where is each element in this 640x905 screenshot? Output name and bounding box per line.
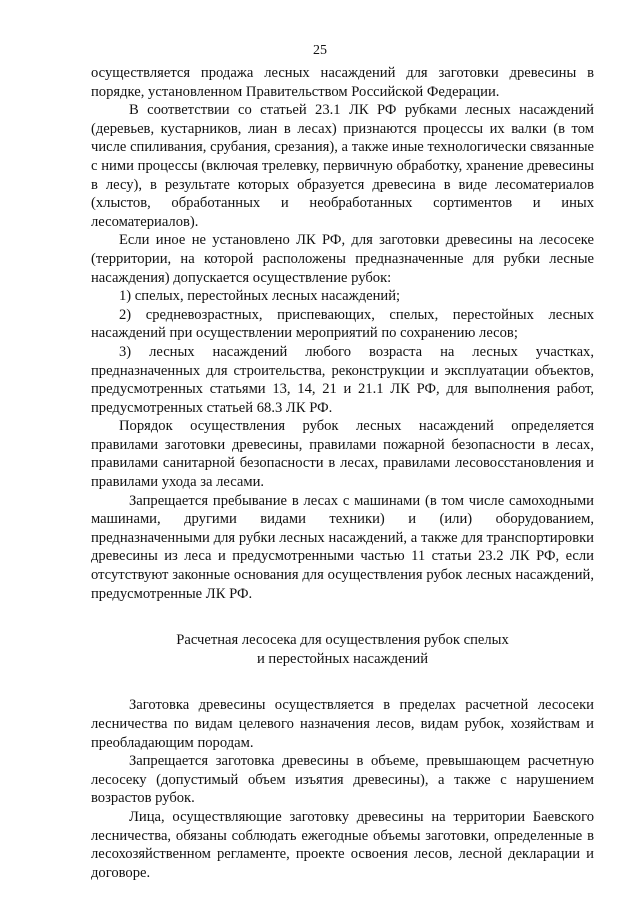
paragraph: Порядок осуществления рубок лесных насаждений определяется правилами заготовки древесины, правилами пожарной безопасности в лесах, правилами санитарной безопасности в лесах, правилами лесовосстановления и правилами ухода за лесами.	[91, 418, 594, 491]
section-heading-line: и перестойных насаждений	[256, 650, 429, 667]
paragraph: Заготовка древесины осуществляется в пределах расчетной лесосеки лесничества по видам целевого назначения лесов, видам рубок, хозяйствам и преобладающим породам.	[91, 697, 594, 751]
paragraph: Лица, осуществляющие заготовку древесины на территории Баевского лесничества, обязаны соблюдать ежегодные объемы заготовки, определенные в лесохозяйственном регламенте, проекте освоения лесов, лесной декларации и договоре.	[91, 808, 594, 881]
list-item: 1) спелых, перестойных лесных насаждений;	[119, 288, 401, 305]
paragraph: Запрещается заготовка древесины в объеме, превышающем расчетную лесосеку (допустимый объем изъятия древесины), а также с нарушением возрастов рубок.	[91, 753, 594, 807]
document-body	[91, 64, 594, 882]
paragraph: осуществляется продажа лесных насаждений для заготовки древесины в порядке, установленном Правительством Российской Федерации.	[91, 65, 594, 100]
section-heading-line: Расчетная лесосека для осуществления рубок спелых	[176, 632, 509, 649]
paragraph: В соответствии со статьей 23.1 ЛК РФ рубками лесных насаждений (деревьев, кустарников, лиан в лесах) признаются процессы их валки (в том числе спиливания, срубания, срезания), а также иные технологически связанные с ними процессы (включая трелевку, первичную обработку, хранение древесины в лесу), в результате которых образуется древесина в виде лесоматериалов (хлыстов, обработанных и необработанных сортиментов и иных лесоматериалов).	[91, 102, 594, 230]
section-heading	[91, 631, 594, 668]
list-item: 3) лесных насаждений любого возраста на лесных участках, предназначенных для строительства, реконструкции и эксплуатации объектов, предусмотренных статьями 13, 14, 21 и 21.1 ЛК РФ, для выполнения работ, предусмотренных статьей 68.3 ЛК РФ.	[91, 343, 594, 416]
paragraph: Если иное не установлено ЛК РФ, для заготовки древесины на лесосеке (территории, на которой расположены предназначенные для рубки лесные насаждения) допускается осуществление рубок:	[91, 232, 594, 286]
list-item: 2) средневозрастных, приспевающих, спелых, перестойных лесных насаждений при осуществлении мероприятий по сохранению лесов;	[91, 306, 594, 342]
paragraph: Запрещается пребывание в лесах с машинами (в том числе самоходными машинами, другими видами техники) и (или) оборудованием, предназначенными для рубки лесных насаждений, а также для транспортировки древесины из леса и предусмотренными частью 11 статьи 23.2 ЛК РФ, если отсутствуют законные основания для осуществления рубок лесных насаждений, предусмотренные ЛК РФ.	[91, 492, 594, 602]
page-number: 25	[313, 43, 327, 58]
